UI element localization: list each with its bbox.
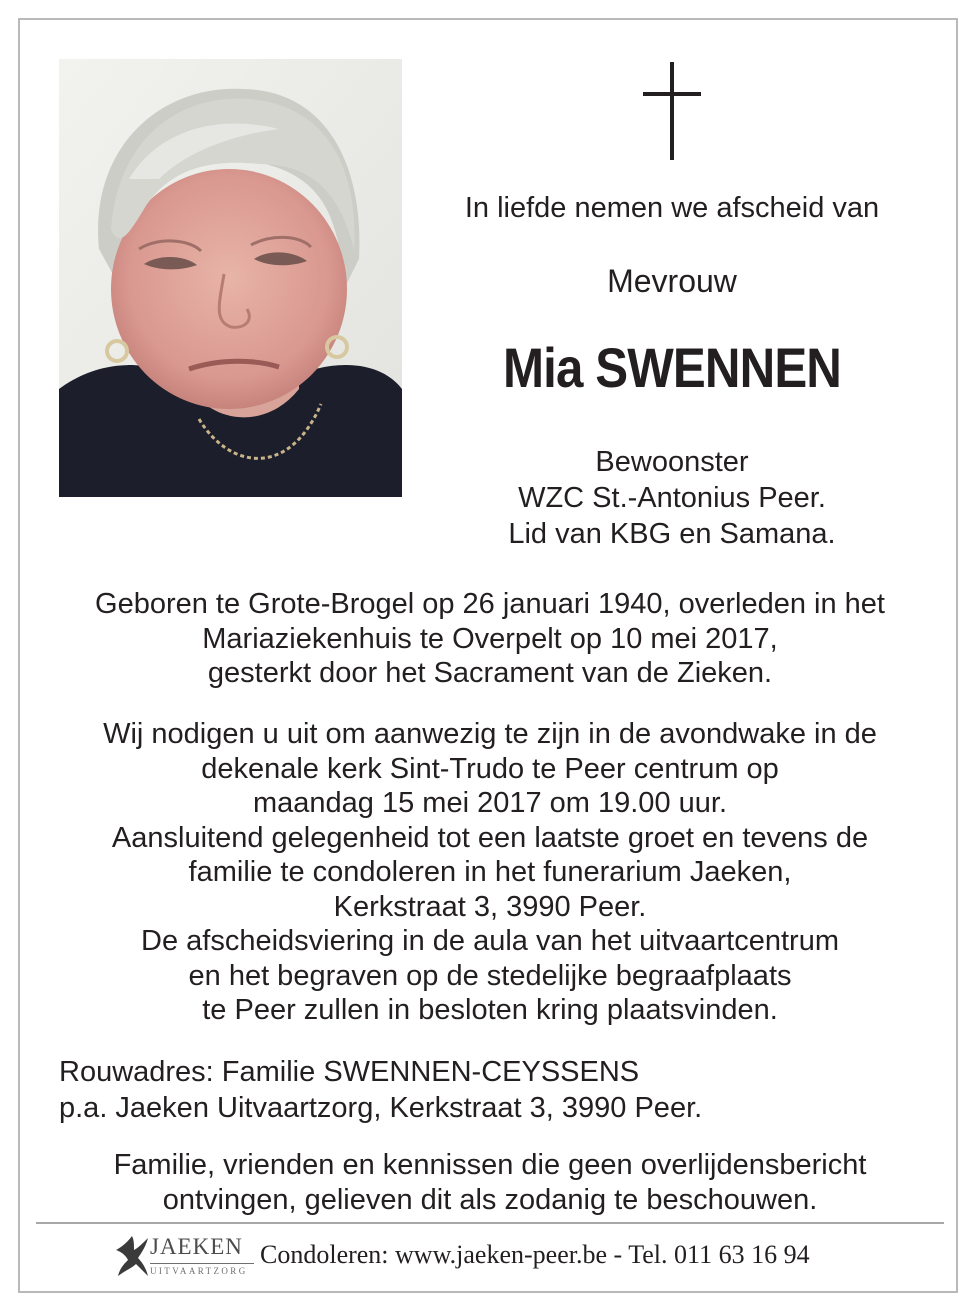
logo-subtitle: UITVAARTZORG bbox=[150, 1266, 248, 1276]
intro-text: In liefde nemen we afscheid van bbox=[464, 192, 880, 224]
notice-block bbox=[40, 1148, 940, 1217]
mourning-address-block bbox=[59, 1054, 702, 1126]
residence-block bbox=[402, 444, 942, 552]
mourning-address-line: p.a. Jaeken Uitvaartzorg, Kerkstraat 3, 3990 Peer. bbox=[59, 1092, 703, 1124]
notice-line: ontvingen, gelieven dit als zodanig te beschouwen. bbox=[162, 1183, 818, 1216]
birth-death-line: Geboren te Grote-Brogel op 26 januari 1940, overleden in het bbox=[95, 588, 885, 620]
invitation-line: Aansluitend gelegenheid tot een laatste groet en tevens de bbox=[111, 821, 869, 854]
residence-line: Lid van KBG en Samana. bbox=[508, 518, 836, 550]
invitation-line: familie te condoleren in het funerarium Jaeken, bbox=[188, 856, 792, 888]
invitation-line: te Peer zullen in besloten kring plaatsvinden. bbox=[202, 994, 778, 1026]
invitation-line: Wij nodigen u uit om aanwezig te zijn in de avondwake in de bbox=[103, 718, 877, 750]
notice-line: Familie, vrienden en kennissen die geen overlijdensbericht bbox=[113, 1149, 867, 1181]
dove-icon bbox=[114, 1234, 150, 1278]
jaeken-logo bbox=[110, 1230, 260, 1286]
residence-line: WZC St.-Antonius Peer. bbox=[518, 482, 826, 514]
residence-line: Bewoonster bbox=[595, 446, 749, 478]
birth-death-block bbox=[40, 587, 940, 691]
invitation-block bbox=[40, 717, 940, 1028]
birth-death-line: Mariaziekenhuis te Overpelt op 10 mei 2017, bbox=[202, 622, 778, 655]
birth-death-line: gesterkt door het Sacrament van de Zieken. bbox=[207, 657, 773, 689]
condolence-contact: Condoleren: www.jaeken-peer.be - Tel. 011 63 16 94 bbox=[260, 1240, 810, 1269]
latin-cross-icon bbox=[643, 62, 701, 160]
logo-underline bbox=[150, 1263, 254, 1264]
footer bbox=[110, 1230, 910, 1286]
honorific-title: Mevrouw bbox=[607, 263, 737, 299]
mourning-address-line: Rouwadres: Familie SWENNEN-CEYSSENS bbox=[59, 1056, 640, 1088]
invitation-line: dekenale kerk Sint-Trudo te Peer centrum op bbox=[201, 752, 779, 785]
footer-divider bbox=[36, 1222, 944, 1224]
portrait-photo bbox=[59, 59, 402, 497]
invitation-line: maandag 15 mei 2017 om 19.00 uur. bbox=[253, 787, 727, 819]
invitation-line: Kerkstraat 3, 3990 Peer. bbox=[333, 890, 647, 923]
invitation-line: en het begraven op de stedelijke begraafplaats bbox=[188, 959, 792, 992]
invitation-line: De afscheidsviering in de aula van het uitvaartcentrum bbox=[141, 925, 839, 957]
deceased-name: Mia SWENNEN bbox=[502, 336, 842, 399]
logo-name: JAEKEN bbox=[150, 1234, 243, 1259]
